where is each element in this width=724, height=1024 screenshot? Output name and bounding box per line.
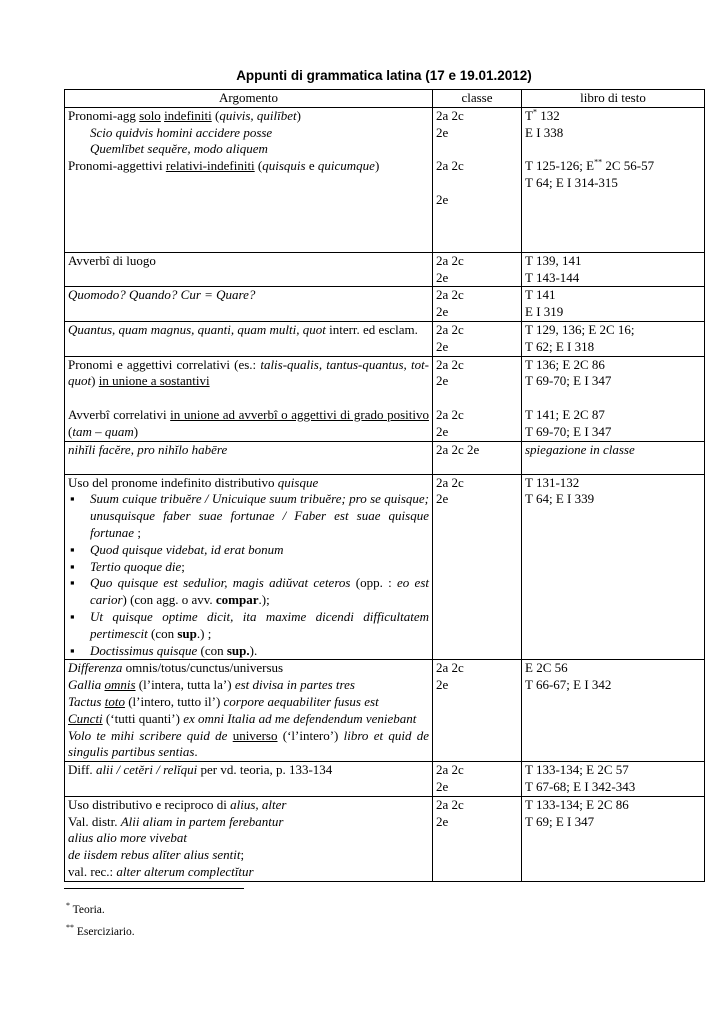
classe-value: 2e [436, 304, 449, 320]
cell-libro [522, 287, 705, 322]
example-text: alius alio more vivebat [68, 830, 188, 846]
cell-classe [433, 107, 522, 252]
example-text: de iisdem rebus alĭter alius sentit; [68, 847, 245, 863]
cell-classe [433, 796, 522, 881]
libro-value: T 64; E I 314-315 [525, 174, 618, 190]
grammar-table [64, 89, 705, 882]
classe-value: 2e [436, 491, 449, 507]
footnote-marker: ** [66, 923, 74, 933]
table-row [65, 441, 705, 474]
row-text: Pronomi-agg solo indefiniti (quivis, quilībet) [68, 107, 301, 123]
row-text: Uso del pronome indefinito distributivo quisque [68, 474, 319, 490]
list-item: ▪ Tertio quoque die; [68, 559, 429, 576]
classe-value: 2a 2c [436, 287, 464, 303]
row-text: Avverbî di luogo [68, 252, 156, 268]
example-text: Cuncti (‘tutti quanti’) ex omni Italia ad me defendendum veniebant [68, 710, 417, 726]
classe-value: 2a 2c [436, 762, 464, 778]
header-argomento: Argomento [65, 90, 433, 108]
footnote-teoria: * Teoria. [66, 901, 105, 916]
cell-libro [522, 441, 705, 474]
cell-libro [522, 796, 705, 881]
row-text: Quantus, quam magnus, quanti, quam multi, quot interr. ed esclam. [68, 321, 418, 337]
libro-value: T 141; E 2C 87 [525, 406, 605, 422]
classe-value: 2a 2c [436, 796, 464, 812]
table-row [65, 474, 705, 660]
cell-argomento [65, 356, 433, 441]
cell-libro [522, 356, 705, 441]
list-item: ▪ Quo quisque est sedulior, magis adiŭvat ceteros (opp. : eo est carior) (con agg. o avv. compar.); [68, 575, 429, 609]
libro-value: T 136; E 2C 86 [525, 356, 605, 372]
classe-value: 2a 2c [436, 406, 464, 422]
footnote-eserciziario: ** Eserciziario. [66, 923, 135, 938]
cell-argomento [65, 287, 433, 322]
classe-value: 2e [436, 778, 449, 794]
example-text: Volo te mihi scribere quid de universo (‘l’intero’) libro et quid de singulis partibus sentias. [68, 727, 429, 760]
classe-value: 2a 2c [436, 107, 464, 123]
cell-argomento [65, 107, 433, 252]
classe-value: 2e [436, 813, 449, 829]
cell-classe [433, 321, 522, 356]
classe-value: 2e [436, 124, 449, 140]
list-item: ▪ Doctissimus quisque (con sup.). [68, 643, 429, 660]
classe-value: 2a 2c [436, 321, 464, 337]
cell-libro [522, 252, 705, 287]
cell-argomento [65, 660, 433, 762]
classe-value: 2a 2c [436, 356, 464, 372]
cell-classe [433, 356, 522, 441]
libro-value: T 131-132 [525, 474, 580, 490]
cell-argomento [65, 441, 433, 474]
example-text: Gallia omnis (l’intera, tutta la’) est divisa in partes tres [68, 677, 355, 693]
cell-libro [522, 474, 705, 660]
cell-argomento [65, 321, 433, 356]
example-list [68, 491, 429, 659]
table-row [65, 107, 705, 252]
cell-classe [433, 474, 522, 660]
row-text: Diff. alii / cetĕri / relĭqui per vd. teoria, p. 133-134 [68, 762, 333, 778]
header-classe: classe [433, 90, 522, 108]
classe-value: 2e [436, 269, 449, 285]
libro-value: T 143-144 [525, 269, 580, 285]
list-item: ▪ Quod quisque videbat, id erat bonum [68, 542, 429, 559]
libro-value: T 133-134; E 2C 86 [525, 796, 629, 812]
libro-value: E I 319 [525, 304, 564, 320]
table-row [65, 287, 705, 322]
row-text: Avverbî correlativi in unione ad avverbî o aggettivi di grado positivo (tam – quam) [68, 406, 429, 439]
table-header-row [65, 90, 705, 108]
row-text: Differenza omnis/totus/cunctus/universus [68, 660, 284, 676]
table-row [65, 796, 705, 881]
row-text: Pronomi-aggettivi relativi-indefiniti (quisquis e quicumque) [68, 158, 380, 174]
row-text: Pronomi e aggettivi correlativi (es.: talis-qualis, tantus-quantus, tot-quot) in unione a sostantivi [68, 356, 430, 389]
libro-value: T 69-70; E I 347 [525, 423, 612, 439]
cell-libro [522, 762, 705, 797]
libro-value: T 69; E I 347 [525, 813, 595, 829]
header-libro: libro di testo [522, 90, 705, 108]
libro-value: T 133-134; E 2C 57 [525, 762, 629, 778]
footnote-separator [64, 888, 244, 889]
list-item: ▪ Ut quisque optime dicit, ita maxime dicendi difficultatem pertimescit (con sup.) ; [68, 609, 429, 643]
libro-value: T 139, 141 [525, 252, 582, 268]
classe-value: 2a 2c [436, 158, 464, 174]
row-text: Uso distributivo e reciproco di alius, alter [68, 796, 287, 812]
list-item: ▪ Suum cuique tribuĕre / Unicuique suum tribuĕre; pro se quisque; unusquisque faber suae fortunae / Faber est suae quisque fortunae ; [68, 491, 429, 541]
cell-argomento [65, 252, 433, 287]
cell-libro [522, 107, 705, 252]
libro-value: E I 338 [525, 124, 564, 140]
classe-value: 2e [436, 677, 449, 693]
libro-value: T 141 [525, 287, 556, 303]
classe-value: 2a 2c [436, 660, 464, 676]
libro-value: T 66-67; E I 342 [525, 677, 612, 693]
page-title: Appunti di grammatica latina (17 e 19.01.2012) [236, 68, 532, 83]
example-text: Quemlībet sequĕre, modo aliquem [90, 141, 268, 157]
example-text: val. rec.: alter alterum complectĭtur [68, 863, 254, 879]
classe-value: 2e [436, 191, 449, 207]
footnote-marker: * [66, 901, 70, 911]
row-text: Quomodo? Quando? Cur = Quare? [68, 287, 256, 303]
cell-argomento [65, 796, 433, 881]
table-row [65, 660, 705, 762]
libro-value: T 129, 136; E 2C 16; [525, 321, 635, 337]
table-row [65, 321, 705, 356]
example-text: Tactus toto (l’intero, tutto il’) corpore aequabiliter fusus est [68, 693, 379, 709]
example-text: Val. distr. Alii aliam in partem ferebantur [68, 813, 284, 829]
libro-value: T 62; E I 318 [525, 338, 595, 354]
table-row [65, 252, 705, 287]
cell-classe [433, 252, 522, 287]
row-text: nihĭli facĕre, pro nihĭlo habēre [68, 441, 228, 457]
classe-value: 2a 2c 2e [436, 441, 480, 457]
classe-value: 2a 2c [436, 474, 464, 490]
classe-value: 2e [436, 373, 449, 389]
table-row [65, 356, 705, 441]
classe-value: 2e [436, 338, 449, 354]
footnote-marker: * [532, 107, 537, 117]
libro-value: spiegazione in classe [525, 441, 635, 457]
libro-value: T 125-126; E** 2C 56-57 [525, 157, 655, 174]
cell-argomento [65, 474, 433, 660]
classe-value: 2e [436, 423, 449, 439]
cell-libro [522, 321, 705, 356]
libro-value: E 2C 56 [525, 660, 568, 676]
footnote-marker: ** [594, 157, 603, 167]
cell-libro [522, 660, 705, 762]
libro-value: T 67-68; E I 342-343 [525, 778, 636, 794]
cell-classe [433, 441, 522, 474]
example-text: Scio quidvis homini accidere posse [90, 124, 273, 140]
table-row [65, 762, 705, 797]
cell-classe [433, 287, 522, 322]
cell-classe [433, 660, 522, 762]
cell-classe [433, 762, 522, 797]
libro-value: T 64; E I 339 [525, 491, 595, 507]
classe-value: 2a 2c [436, 252, 464, 268]
libro-value: T* 132 [525, 107, 560, 123]
libro-value: T 69-70; E I 347 [525, 373, 612, 389]
cell-argomento [65, 762, 433, 797]
